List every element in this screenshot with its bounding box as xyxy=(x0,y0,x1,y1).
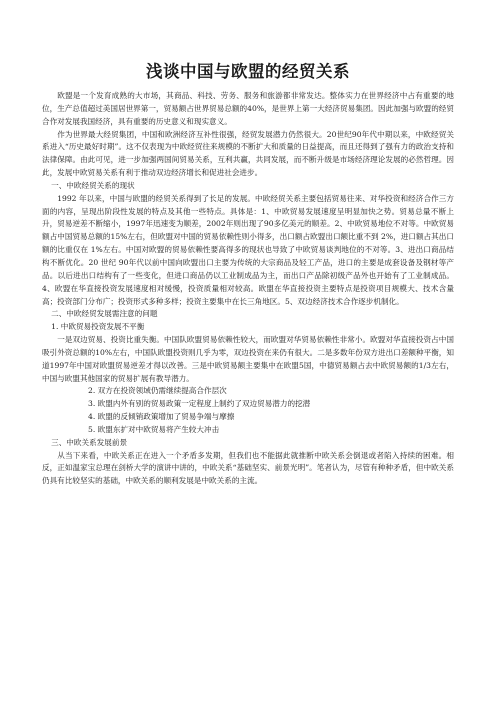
document-body xyxy=(42,90,454,488)
section-heading: 1. 中欧贸易投资发展不平衡 xyxy=(51,322,145,332)
body-paragraph: 从当下来看，中欧关系正在进入一个矛盾多发期，但我们也不能据此就推断中欧关系会倒退或者陷入持续的困难。相反，正如温家宝总理在剑桥大学的演讲中讲的，中欧关系“基础坚实、前景光明”。笔者认为，尽管有种种矛盾，但中欧关系仍具有比较坚实的基础，中欧关系的顺利发展是中欧关系的主流。 xyxy=(42,450,454,486)
list-item: 2. 双方在投资领域仍需继续提高合作层次 xyxy=(88,386,227,396)
list-item: 4. 欧盟的反倾销政策增加了贸易争端与摩擦 xyxy=(88,412,235,422)
list-item: 5. 欧盟东扩对中欧贸易将产生较大冲击 xyxy=(88,424,220,434)
body-paragraph: 作为世界最大经贸集团，中国和欧洲经济互补性很强，经贸发展潜力仍然很大。20世纪90年代中期以来，中欧经贸关系进入“历史最好时期”。这不仅表现为中欧经贸往来规模的不断扩大和质量的日益提高，而且还得到了强有力的政治支持和法律保障。由此可见，进一步加强两国间贸易关系，互利共赢，共同发展，而不断升级是市场经济理论发展的必然哲理。因此，发展中欧贸易关系有利于推动双边经济增长和促进社会进步。 xyxy=(42,129,454,178)
list-item: 3. 欧盟内外有别的贸易政策一定程度上制约了双边贸易潜力的挖潜 xyxy=(88,399,311,409)
section-heading: 三、中欧关系发展前景 xyxy=(51,437,128,447)
document-title: 浅谈中国与欧盟的经贸关系 xyxy=(146,62,350,81)
section-heading: 二、中欧经贸发展需注意的问题 xyxy=(51,309,158,319)
body-paragraph: 欧盟是一个发育成熟的大市场，其商品、科技、劳务、服务和旅游都非常发达。整体实力在世界经济中占有重要的地位，生产总值超过美国居世界第一，贸易额占世界贸易总额的40%，是世界上第一大经济贸易集团。因此加强与欧盟的经贸合作对发展我国经济，具有重要的历史意义和现实意义。 xyxy=(42,91,454,126)
body-paragraph: 1992 年以来，中国与欧盟的经贸关系得到了长足的发展。中欧经贸关系主要包括贸易往来、对华投资和经济合作三方面的内容，呈现出阶段性发展的特点及其他一些特点。具体是：1、中欧贸易发展速度呈明显加快之势。贸易总量不断上升，贸易逆差不断缩小，1997年迅速变为顺差，2002年则出现了90多亿美元的顺差。2、中欧贸易地位不对等。中欧贸易额占中国贸易总额的15%左右，但欧盟对中国的贸易依赖性则小得多，出口额占欧盟出口额比重不到 2%，进口额占其出口额的比重仅在 1%左右。中国对欧盟的贸易依赖性要高得多的现状也导致了中欧贸易谈判地位的不对等。3、进出口商品结构不断优化。20 世纪 90年代以前中国向欧盟出口主要为传统的大宗商品及轻工产品，进口的主要是成套设备及钢材等产品。以后进出口结构有了一些变化，但进口商品仍以工业制成品为主，而出口产品除初级产品外也开始有了工业制成品。4、欧盟在华直接投资发展速度相对缓慢，投资质量相对较高。欧盟在华直接投资主要特点是投资项目规模大、技术含量高；投资部门分布广；投资形式多种多样；投资主要集中在长三角地区。5、双边经济技术合作逐步机制化。 xyxy=(42,193,454,306)
body-paragraph: 一是双边贸易、投资比重失衡。中国队欧盟贸易依赖性较大，而欧盟对华贸易依赖性非常小。欧盟对华直接投资占中国吸引外资总额的10%左右，中国队欧盟投资则几乎为零，双边投资在来仍有很大。二是多数年份双方进出口差额种平衡，知道1997年中国对欧盟贸易逆差才得以改善。三是中欧贸易额主要集中在欧盟5国，中德贸易额占去中欧贸易额的1/3左右，中国与欧盟其他国家的贸易扩展有教导潜力。 xyxy=(42,335,454,383)
section-heading: 一、中欧经贸关系的现状 xyxy=(51,180,135,190)
